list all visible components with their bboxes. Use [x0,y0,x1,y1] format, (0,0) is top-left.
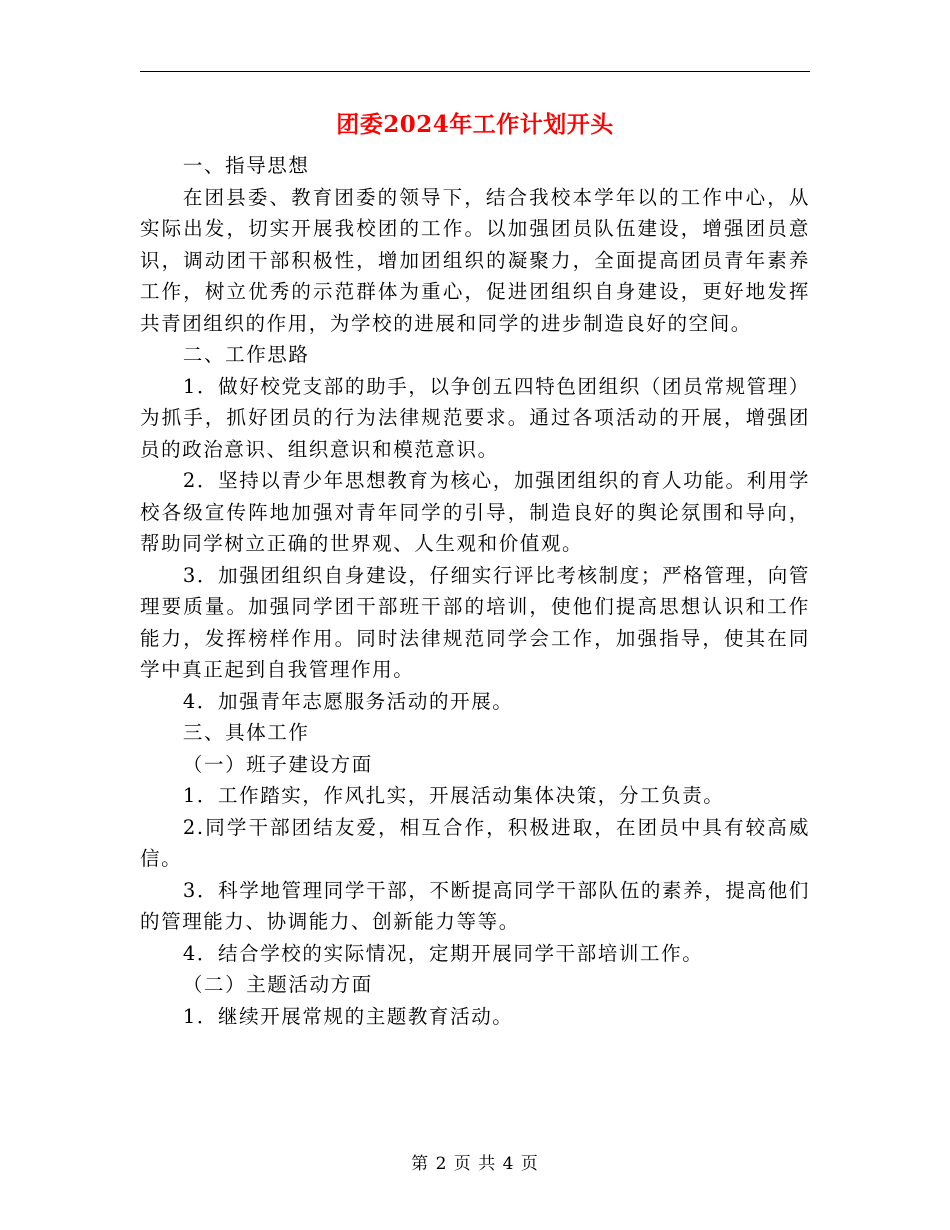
document-body [140,150,810,1032]
paragraph: 2．坚持以青少年思想教育为核心，加强团组织的育人功能。利用学校各级宣传阵地加强对青年同学的引导，制造良好的舆论氛围和导向，帮助同学树立正确的世界观、人生观和价值观。 [140,469,810,555]
paragraph: 3．加强团组织自身建设，仔细实行评比考核制度；严格管理，向管理要质量。加强同学团干部班干部的培训，使他们提高思想认识和工作能力，发挥榜样作用。同时法律规范同学会工作，加强指导，使其在同学中真正起到自我管理作用。 [140,563,810,681]
paragraph: 在团县委、教育团委的领导下，结合我校本学年以的工作中心，从实际出发，切实开展我校团的工作。以加强团员队伍建设，增强团员意识，调动团干部积极性，增加团组织的凝聚力，全面提高团员青年素养工作，树立优秀的示范群体为重心，促进团组织自身建设，更好地发挥共青团组织的作用，为学校的进展和同学的进步制造良好的空间。 [140,185,810,335]
heading-work-approach: 二、工作思路 [182,343,310,366]
paragraph: 2.同学干部团结友爱，相互合作，积极进取，在团员中具有较高威信。 [140,815,810,870]
heading-guiding-ideology: 一、指导思想 [182,154,310,177]
document-title: 团委2024年工作计划开头 [336,111,614,138]
heading-specific-work: 三、具体工作 [182,721,310,744]
subheading-team-building: （一）班子建设方面 [182,752,373,776]
paragraph: 4．结合学校的实际情况，定期开展同学干部培训工作。 [182,941,704,965]
paragraph: 1．继续开展常规的主题教育活动。 [182,1004,514,1028]
paragraph: 3．科学地管理同学干部，不断提高同学干部队伍的素养，提高他们的管理能力、协调能力、创新能力等等。 [140,878,810,933]
page-number-footer: 第 2 页 共 4 页 [411,1154,539,1174]
paragraph: 1．做好校党支部的助手，以争创五四特色团组织（团员常规管理）为抓手，抓好团员的行为法律规范要求。通过各项活动的开展，增强团员的政治意识、组织意识和模范意识。 [140,374,810,461]
paragraph: 1．工作踏实，作风扎实，开展活动集体决策，分工负责。 [182,784,725,807]
subheading-theme-activities: （二）主题活动方面 [182,973,373,996]
paragraph: 4．加强青年志愿服务活动的开展。 [182,689,514,713]
header-rule [140,71,810,72]
